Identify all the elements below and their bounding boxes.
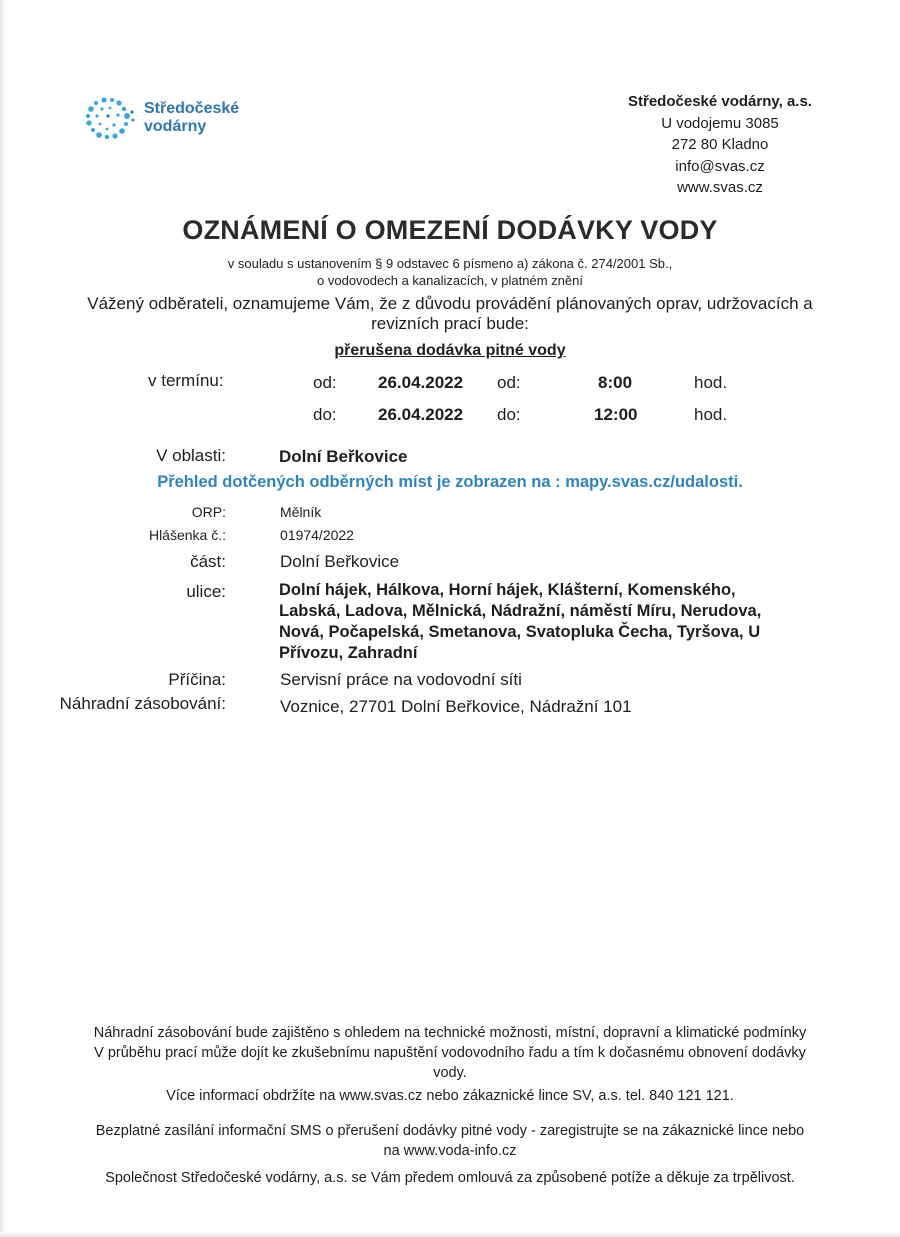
to-date: 26.04.2022	[378, 405, 464, 424]
orp-value: Mělník	[280, 504, 322, 520]
to-time: 12:00	[594, 405, 638, 424]
footer-line: Bezplatné zasílání informační SMS o přerušení dodávky pitné vody - zaregistrujte se na zákaznické lince nebo	[95, 1123, 805, 1139]
from-date-label: od:	[313, 373, 337, 392]
streets-line: Přívozu, Zahradní	[279, 644, 418, 662]
water-drops-logo-icon	[82, 94, 138, 142]
from-date: 26.04.2022	[378, 373, 464, 392]
legal-line: v souladu s ustanovením § 9 odstavec 6 písmeno a) zákona č. 274/2001 Sb.,	[227, 256, 673, 271]
part-value: Dolní Beřkovice	[280, 552, 400, 571]
cause-value: Servisní práce na vodovodní síti	[280, 670, 522, 689]
footer-line: V průběhu prací může dojít ke zkušebnímu napuštění vodovodního řadu a tím k dočasnému obnovení dodávky	[94, 1045, 806, 1061]
affected-places-link-text: Přehled dotčených odběrných míst je zobrazen na : mapy.svas.cz/udalosti.	[157, 473, 743, 491]
footer-apology: Společnost Středočeské vodárny, a.s. se Vám předem omlouvá za způsobené potíže a děkuje za trpělivost.	[105, 1170, 795, 1186]
footer-line: na www.voda-info.cz	[383, 1143, 517, 1159]
company-street: U vodojemu 3085	[661, 114, 779, 132]
company-city: 272 80 Kladno	[671, 136, 769, 153]
logo-line-1: Středočeské	[144, 100, 240, 117]
to-date-label: do:	[313, 405, 337, 424]
from-time: 8:00	[598, 373, 633, 392]
scan-edge	[0, 0, 6, 1237]
footer-paragraph-info: Více informací obdržíte na www.svas.cz nebo zákaznické lince SV, a.s. tel. 840 121 121.	[166, 1088, 734, 1104]
to-time-label: do:	[497, 405, 521, 424]
legal-line: o vodovodech a kanalizacích, v platném znění	[317, 273, 583, 288]
footer-paragraph-supply	[40, 1023, 860, 1083]
from-time-label: od:	[497, 373, 521, 392]
footer-line: vody.	[433, 1065, 467, 1081]
streets-list	[279, 580, 799, 664]
notice-title: OZNÁMENÍ O OMEZENÍ DODÁVKY VODY	[182, 215, 718, 245]
schedule-label: v termínu:	[148, 371, 224, 390]
legal-reference	[0, 255, 900, 289]
logo-line-2: vodárny	[144, 118, 207, 135]
footer-paragraph-sms	[40, 1121, 860, 1161]
from-time-unit: hod.	[694, 373, 728, 392]
company-email: info@svas.cz	[675, 157, 765, 175]
area-value: Dolní Beřkovice	[279, 447, 408, 466]
intro-paragraph: Vážený odběrateli, oznamujeme Vám, že z důvodu provádění plánovaných oprav, udržovacích a revizních prací bude:	[87, 294, 813, 333]
streets-line: Nová, Počapelská, Smetanova, Svatopluka Čecha, Tyršova, U	[279, 623, 761, 641]
scan-edge	[0, 1232, 900, 1237]
cause-label: Příčina:	[168, 670, 226, 689]
alternative-supply-value: Voznice, 27701 Dolní Beřkovice, Nádražní 101	[280, 697, 632, 716]
company-web: www.svas.cz	[677, 179, 763, 196]
part-label: část:	[190, 552, 226, 571]
report-number-label: Hlášenka č.:	[148, 527, 226, 543]
alternative-supply-label: Náhradní zásobování:	[59, 694, 226, 713]
streets-line: Dolní hájek, Hálkova, Horní hájek, Klášterní, Komenského,	[279, 581, 736, 599]
company-logo	[82, 94, 239, 142]
streets-line: Labská, Ladova, Mělnická, Nádražní, náměstí Míru, Nerudova,	[279, 602, 762, 620]
company-address	[600, 91, 840, 199]
footer-line: Náhradní zásobování bude zajištěno s ohledem na technické možnosti, místní, dopravní a klimatické podmínky	[93, 1025, 807, 1041]
company-name: Středočeské vodárny, a.s.	[628, 93, 812, 110]
interruption-heading: přerušena dodávka pitné vody	[334, 342, 566, 359]
report-number-value: 01974/2022	[280, 527, 354, 543]
area-label: V oblasti:	[156, 446, 226, 465]
to-time-unit: hod.	[694, 405, 728, 424]
orp-label: ORP:	[191, 504, 226, 520]
streets-label: ulice:	[186, 582, 226, 601]
